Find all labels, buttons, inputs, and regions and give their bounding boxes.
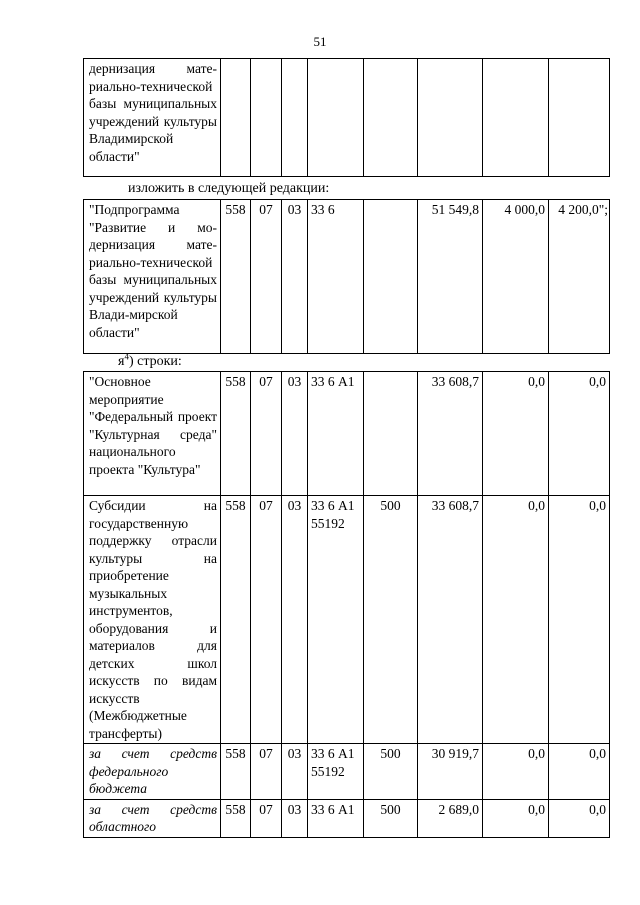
cell-rz: 07 [251, 744, 282, 800]
row-name: за счет средств федерального бюджета [84, 744, 221, 800]
cell-sum-3: 0,0 [549, 372, 610, 496]
cell-gr: 558 [221, 744, 251, 800]
cell-vr: 500 [364, 496, 418, 744]
budget-table-rows [83, 371, 610, 838]
cell-vr: 500 [364, 744, 418, 800]
cell-sum-1: 51 549,8 [418, 200, 483, 354]
cell-sum-2: 0,0 [483, 744, 549, 800]
cell-sum-3: 4 200,0"; [549, 200, 610, 354]
cell-csr: 33 6 А1 [308, 799, 364, 837]
table-row [84, 372, 610, 496]
cell-rz: 07 [251, 799, 282, 837]
cell-pr: 03 [282, 799, 308, 837]
cell-csr: 33 6 А1 55192 [308, 496, 364, 744]
budget-table-replacement [83, 199, 610, 354]
cell-vr: 500 [364, 799, 418, 837]
cell-gr: 558 [221, 799, 251, 837]
cell-gr: 558 [221, 372, 251, 496]
cell-sum-1: 30 919,7 [418, 744, 483, 800]
cell-sum-1: 33 608,7 [418, 496, 483, 744]
cell-rz: 07 [251, 372, 282, 496]
instruction-suffix: ) строки: [128, 354, 182, 369]
row-name: дернизация мате-риально-технической базы муниципальных учреждений культуры Владимирской области" [84, 59, 221, 177]
cell-pr: 03 [282, 372, 308, 496]
table-row [84, 200, 610, 354]
cell-csr: 33 6 [308, 200, 364, 354]
cell-gr [221, 59, 251, 177]
row-name: "Основное мероприятие "Федеральный проект "Культурная среда" национального проекта "Культура" [84, 372, 221, 496]
table-row [84, 496, 610, 744]
cell-gr: 558 [221, 200, 251, 354]
budget-table-fragment-top [83, 58, 610, 177]
page-number: 51 [313, 34, 327, 49]
cell-sum-3: 0,0 [549, 744, 610, 800]
row-name: "Подпрограмма "Развитие и мо-дернизация мате-риально-технической базы муниципальных учреждений культуры Влади-мирской области" [84, 200, 221, 354]
footnote-ref: 4 [124, 351, 129, 362]
cell-pr [282, 59, 308, 177]
cell-gr: 558 [221, 496, 251, 744]
row-name: за счет средств областного [84, 799, 221, 837]
cell-sum-3 [549, 59, 610, 177]
cell-vr [364, 59, 418, 177]
cell-rz [251, 59, 282, 177]
cell-sum-1 [418, 59, 483, 177]
cell-csr: 33 6 А1 55192 [308, 744, 364, 800]
cell-sum-2: 4 000,0 [483, 200, 549, 354]
cell-sum-2: 0,0 [483, 799, 549, 837]
row-name: Субсидии на государственную поддержку отрасли культуры на приобретение музыкальных инструментов, оборудования и материалов для детских школ искусств по видам искусств (Межбюджетные трансферты) [84, 496, 221, 744]
cell-sum-3: 0,0 [549, 496, 610, 744]
table-row [84, 59, 610, 177]
cell-sum-3: 0,0 [549, 799, 610, 837]
cell-sum-2: 0,0 [483, 372, 549, 496]
cell-pr: 03 [282, 496, 308, 744]
cell-rz: 07 [251, 200, 282, 354]
instruction-prefix: я [118, 354, 125, 369]
cell-vr [364, 372, 418, 496]
cell-csr: 33 6 А1 [308, 372, 364, 496]
cell-vr [364, 200, 418, 354]
cell-sum-1: 2 689,0 [418, 799, 483, 837]
cell-sum-2: 0,0 [483, 496, 549, 744]
cell-pr: 03 [282, 744, 308, 800]
cell-csr [308, 59, 364, 177]
table-row [84, 799, 610, 837]
cell-sum-2 [483, 59, 549, 177]
cell-pr: 03 [282, 200, 308, 354]
instruction-text-2 [118, 351, 182, 370]
instruction-text-1: изложить в следующей редакции: [128, 181, 330, 196]
table-row [84, 744, 610, 800]
cell-sum-1: 33 608,7 [418, 372, 483, 496]
cell-rz: 07 [251, 496, 282, 744]
